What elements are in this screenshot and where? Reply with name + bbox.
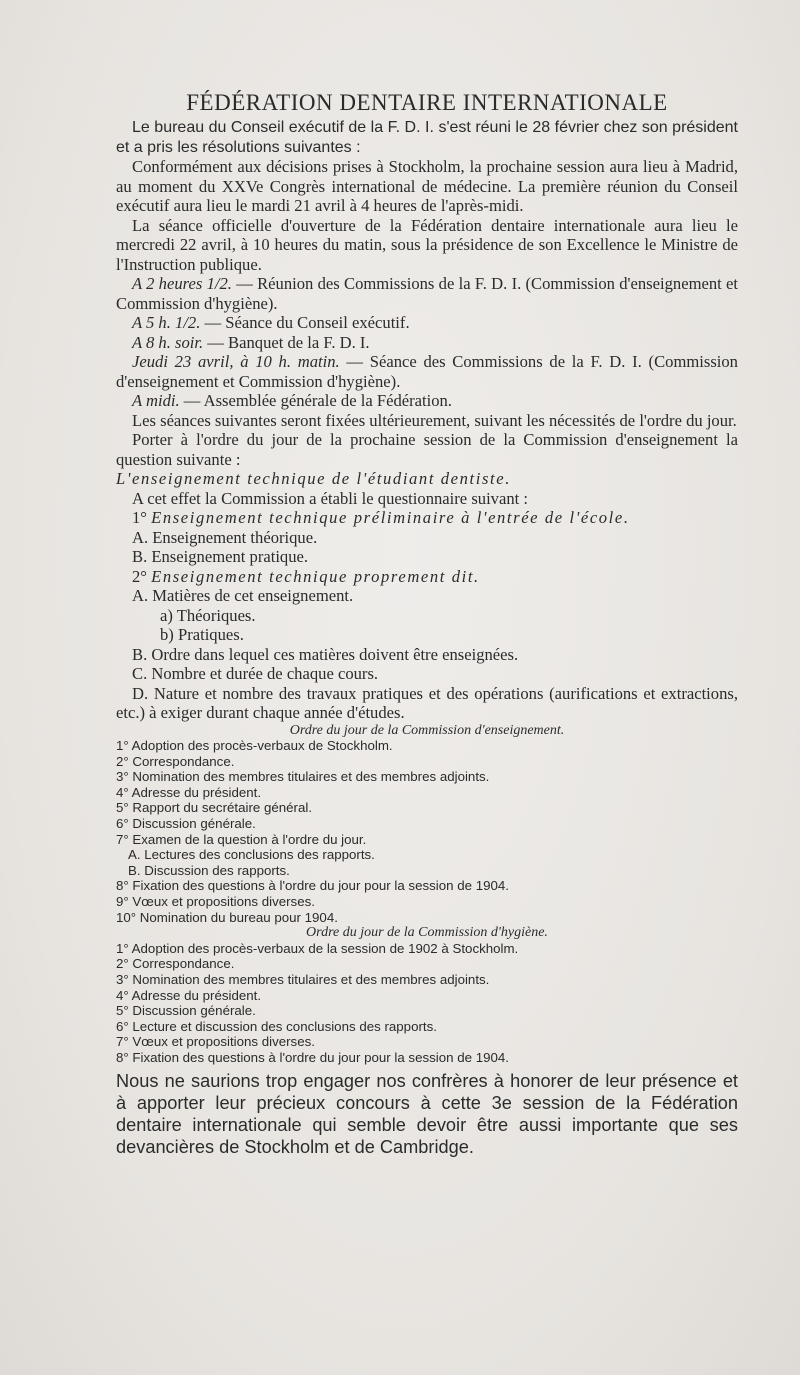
agenda-enseignement-heading: Ordre du jour de la Commission d'enseignement.	[289, 722, 565, 738]
agenda-item: 8° Fixation des questions à l'ordre du jour pour la session de 1904.	[116, 878, 509, 894]
schedule-time: A 5 h. 1/2.	[132, 313, 201, 332]
agenda-item: 5° Rapport du secrétaire général.	[116, 800, 313, 816]
question-2	[116, 567, 738, 587]
question-1	[116, 508, 738, 528]
paragraph-session: Conformément aux décisions prises à Stockholm, la prochaine session aura lieu à Madrid, au moment du XXVe Congrès international de médecine. La première réunion du Conseil exécutif aura lieu le mardi 21 avril à 4 heures de l'après-midi.	[116, 157, 738, 215]
agenda-item: 7° Vœux et propositions diverses.	[116, 1034, 315, 1050]
question-heading: Enseignement technique proprement dit.	[151, 566, 480, 586]
agenda-subitem: A. Lectures des conclusions des rapports.	[128, 847, 375, 863]
schedule-time: A 8 h. soir.	[132, 332, 204, 352]
page-title: FÉDÉRATION DENTAIRE INTERNATIONALE	[186, 90, 668, 115]
agenda-item: 9° Vœux et propositions diverses.	[116, 894, 315, 910]
schedule-text: — Banquet de la F. D. I.	[203, 332, 370, 352]
agenda-hygiene-heading: Ordre du jour de la Commission d'hygiène.	[306, 925, 548, 941]
question-2-a: A. Matières de cet enseignement.	[132, 586, 354, 605]
intro-paragraph: Le bureau du Conseil exécutif de la F. D. I. s'est réuni le 28 février chez son président et a pris les résolutions suivantes :	[116, 119, 738, 156]
agenda-item: 4° Adresse du président.	[116, 784, 262, 800]
agenda-item: 3° Nomination des membres titulaires et des membres adjoints.	[116, 972, 490, 987]
question-2-a1: a) Théoriques.	[160, 605, 256, 625]
schedule-text: — Assemblée générale de la Fédération.	[179, 391, 452, 410]
agenda-item: 1° Adoption des procès-verbaux de la session de 1902 à Stockholm.	[116, 940, 519, 956]
schedule-item	[116, 391, 738, 411]
agenda-item: 6° Discussion générale.	[116, 816, 256, 832]
agenda-item: 4° Adresse du président.	[116, 987, 262, 1003]
schedule-item	[116, 333, 738, 353]
schedule-text: — Séance des Commissions de la F. D. I. (Commission d'enseignement et Commission d'hygiène).	[116, 352, 738, 391]
paragraph-sessions: Les séances suivantes seront fixées ultérieurement, suivant les nécessités de l'ordre du jour.	[132, 410, 737, 430]
closing-paragraph: Nous ne saurions trop engager nos confrères à honorer de leur présence et à apporter leur précieux concours à cette 3e session de la Fédération dentaire internationale qui semble devoir être aussi importante que ses devancières de Stockholm et de Cambridge.	[116, 1070, 738, 1157]
agenda-item: 2° Correspondance.	[116, 753, 235, 769]
schedule-time: A midi.	[132, 391, 180, 410]
agenda-item: 2° Correspondance.	[116, 956, 235, 972]
agenda-item: 5° Discussion générale.	[116, 1003, 256, 1019]
question-heading: Enseignement technique préliminaire à l'entrée de l'école.	[151, 508, 630, 527]
question-2-a2: b) Pratiques.	[160, 625, 244, 644]
paragraph-opening: La séance officielle d'ouverture de la Fédération dentaire internationale aura lieu le mercredi 22 avril, à 10 heures du matin, sous la présidence de son Excellence le Ministre de l'Instruction publique.	[116, 215, 738, 274]
agenda-item: 1° Adoption des procès-verbaux de Stockholm.	[116, 738, 393, 754]
question-1-b: B. Enseignement pratique.	[132, 547, 309, 566]
question-2-d: D. Nature et nombre des travaux pratiques et des opérations (aurifications et extractions, etc.) à exiger durant chaque année d'études.	[116, 683, 738, 722]
question-title: L'enseignement technique de l'étudiant dentiste.	[116, 469, 511, 488]
agenda-item: 8° Fixation des questions à l'ordre du jour pour la session de 1904.	[116, 1049, 509, 1065]
question-number: 1°	[132, 508, 147, 527]
schedule-time: A 2 heures 1/2.	[132, 274, 232, 293]
agenda-subitem: B. Discussion des rapports.	[128, 862, 290, 878]
agenda-item: 6° Lecture et discussion des conclusions des rapports.	[116, 1018, 437, 1034]
schedule-item	[116, 352, 738, 391]
agenda-item: 7° Examen de la question à l'ordre du jour.	[116, 831, 367, 847]
question-2-b: B. Ordre dans lequel ces matières doivent être enseignées.	[132, 644, 519, 664]
question-1-a: A. Enseignement théorique.	[132, 527, 318, 547]
paragraph-questionnaire: A cet effet la Commission a établi le questionnaire suivant :	[132, 488, 529, 508]
document-body	[116, 90, 738, 1158]
question-number: 2°	[132, 566, 147, 586]
question-2-c: C. Nombre et durée de chaque cours.	[132, 664, 379, 683]
schedule-text: — Réunion des Commissions de la F. D. I. (Commission d'enseignement et Commission d'hygiène).	[116, 274, 739, 313]
schedule-item	[116, 313, 738, 333]
agenda-item: 10° Nomination du bureau pour 1904.	[116, 909, 338, 925]
schedule-time: Jeudi 23 avril, à 10 h. matin.	[132, 352, 340, 371]
agenda-item: 3° Nomination des membres titulaires et des membres adjoints.	[116, 769, 490, 785]
schedule-text: — Séance du Conseil exécutif.	[200, 313, 410, 332]
schedule-item	[116, 274, 738, 313]
paragraph-agenda: Porter à l'ordre du jour de la prochaine session de la Commission d'enseignement la question suivante :	[116, 430, 738, 469]
